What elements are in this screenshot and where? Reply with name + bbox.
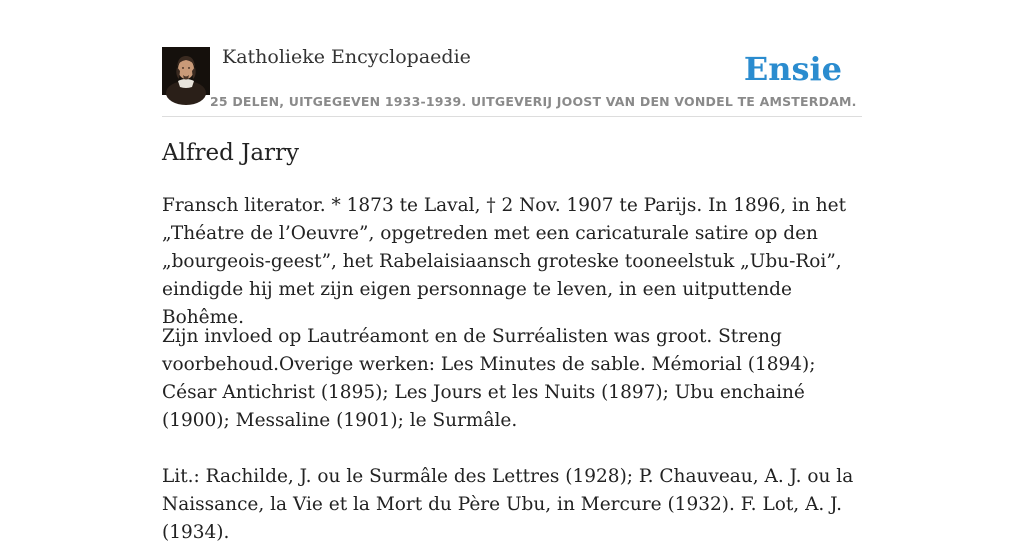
article-paragraph: Fransch literator. * 1873 te Laval, † 2 Nov. 1907 te Parijs. In 1896, in het „Théatre de l’Oeuvre”, opgetreden met een caricaturale satire op den „bourgeois-geest”, het Rabelaisiaansch groteske tooneelstuk „Ubu-Roi”, eindigde hij met zijn eigen personnage te leven, in een uitputtende Bohême. — [162, 195, 847, 328]
vondel-portrait-icon[interactable] — [162, 47, 210, 95]
publication-title[interactable]: Katholieke Encyclopaedie — [222, 46, 471, 68]
article-paragraph: Lit.: Rachilde, J. ou le Surmâle des Lettres (1928); P. Chauveau, A. J. ou la Naissance, la Vie et la Mort du Père Ubu, in Mercure (1932). F. Lot, A. J. (1934). — [162, 466, 854, 543]
publication-header — [162, 0, 862, 117]
publication-subtitle: 25 DELEN, UITGEGEVEN 1933-1939. UITGEVERIJ JOOST VAN DEN VONDEL TE AMSTERDAM. — [210, 94, 857, 109]
article-paragraph: Zijn invloed op Lautréamont en de Surréalisten was groot. Streng voorbehoud.Overige werken: Les Minutes de sable. Mémorial (1894); César Antichrist (1895); Les Jours et les Nuits (1897); Ubu enchainé (1900); Messaline (1901); le Surmâle. — [162, 326, 816, 431]
article-title: Alfred Jarry — [162, 140, 300, 166]
ensie-logo-link[interactable]: Ensie — [743, 50, 842, 88]
page-container — [162, 0, 862, 543]
